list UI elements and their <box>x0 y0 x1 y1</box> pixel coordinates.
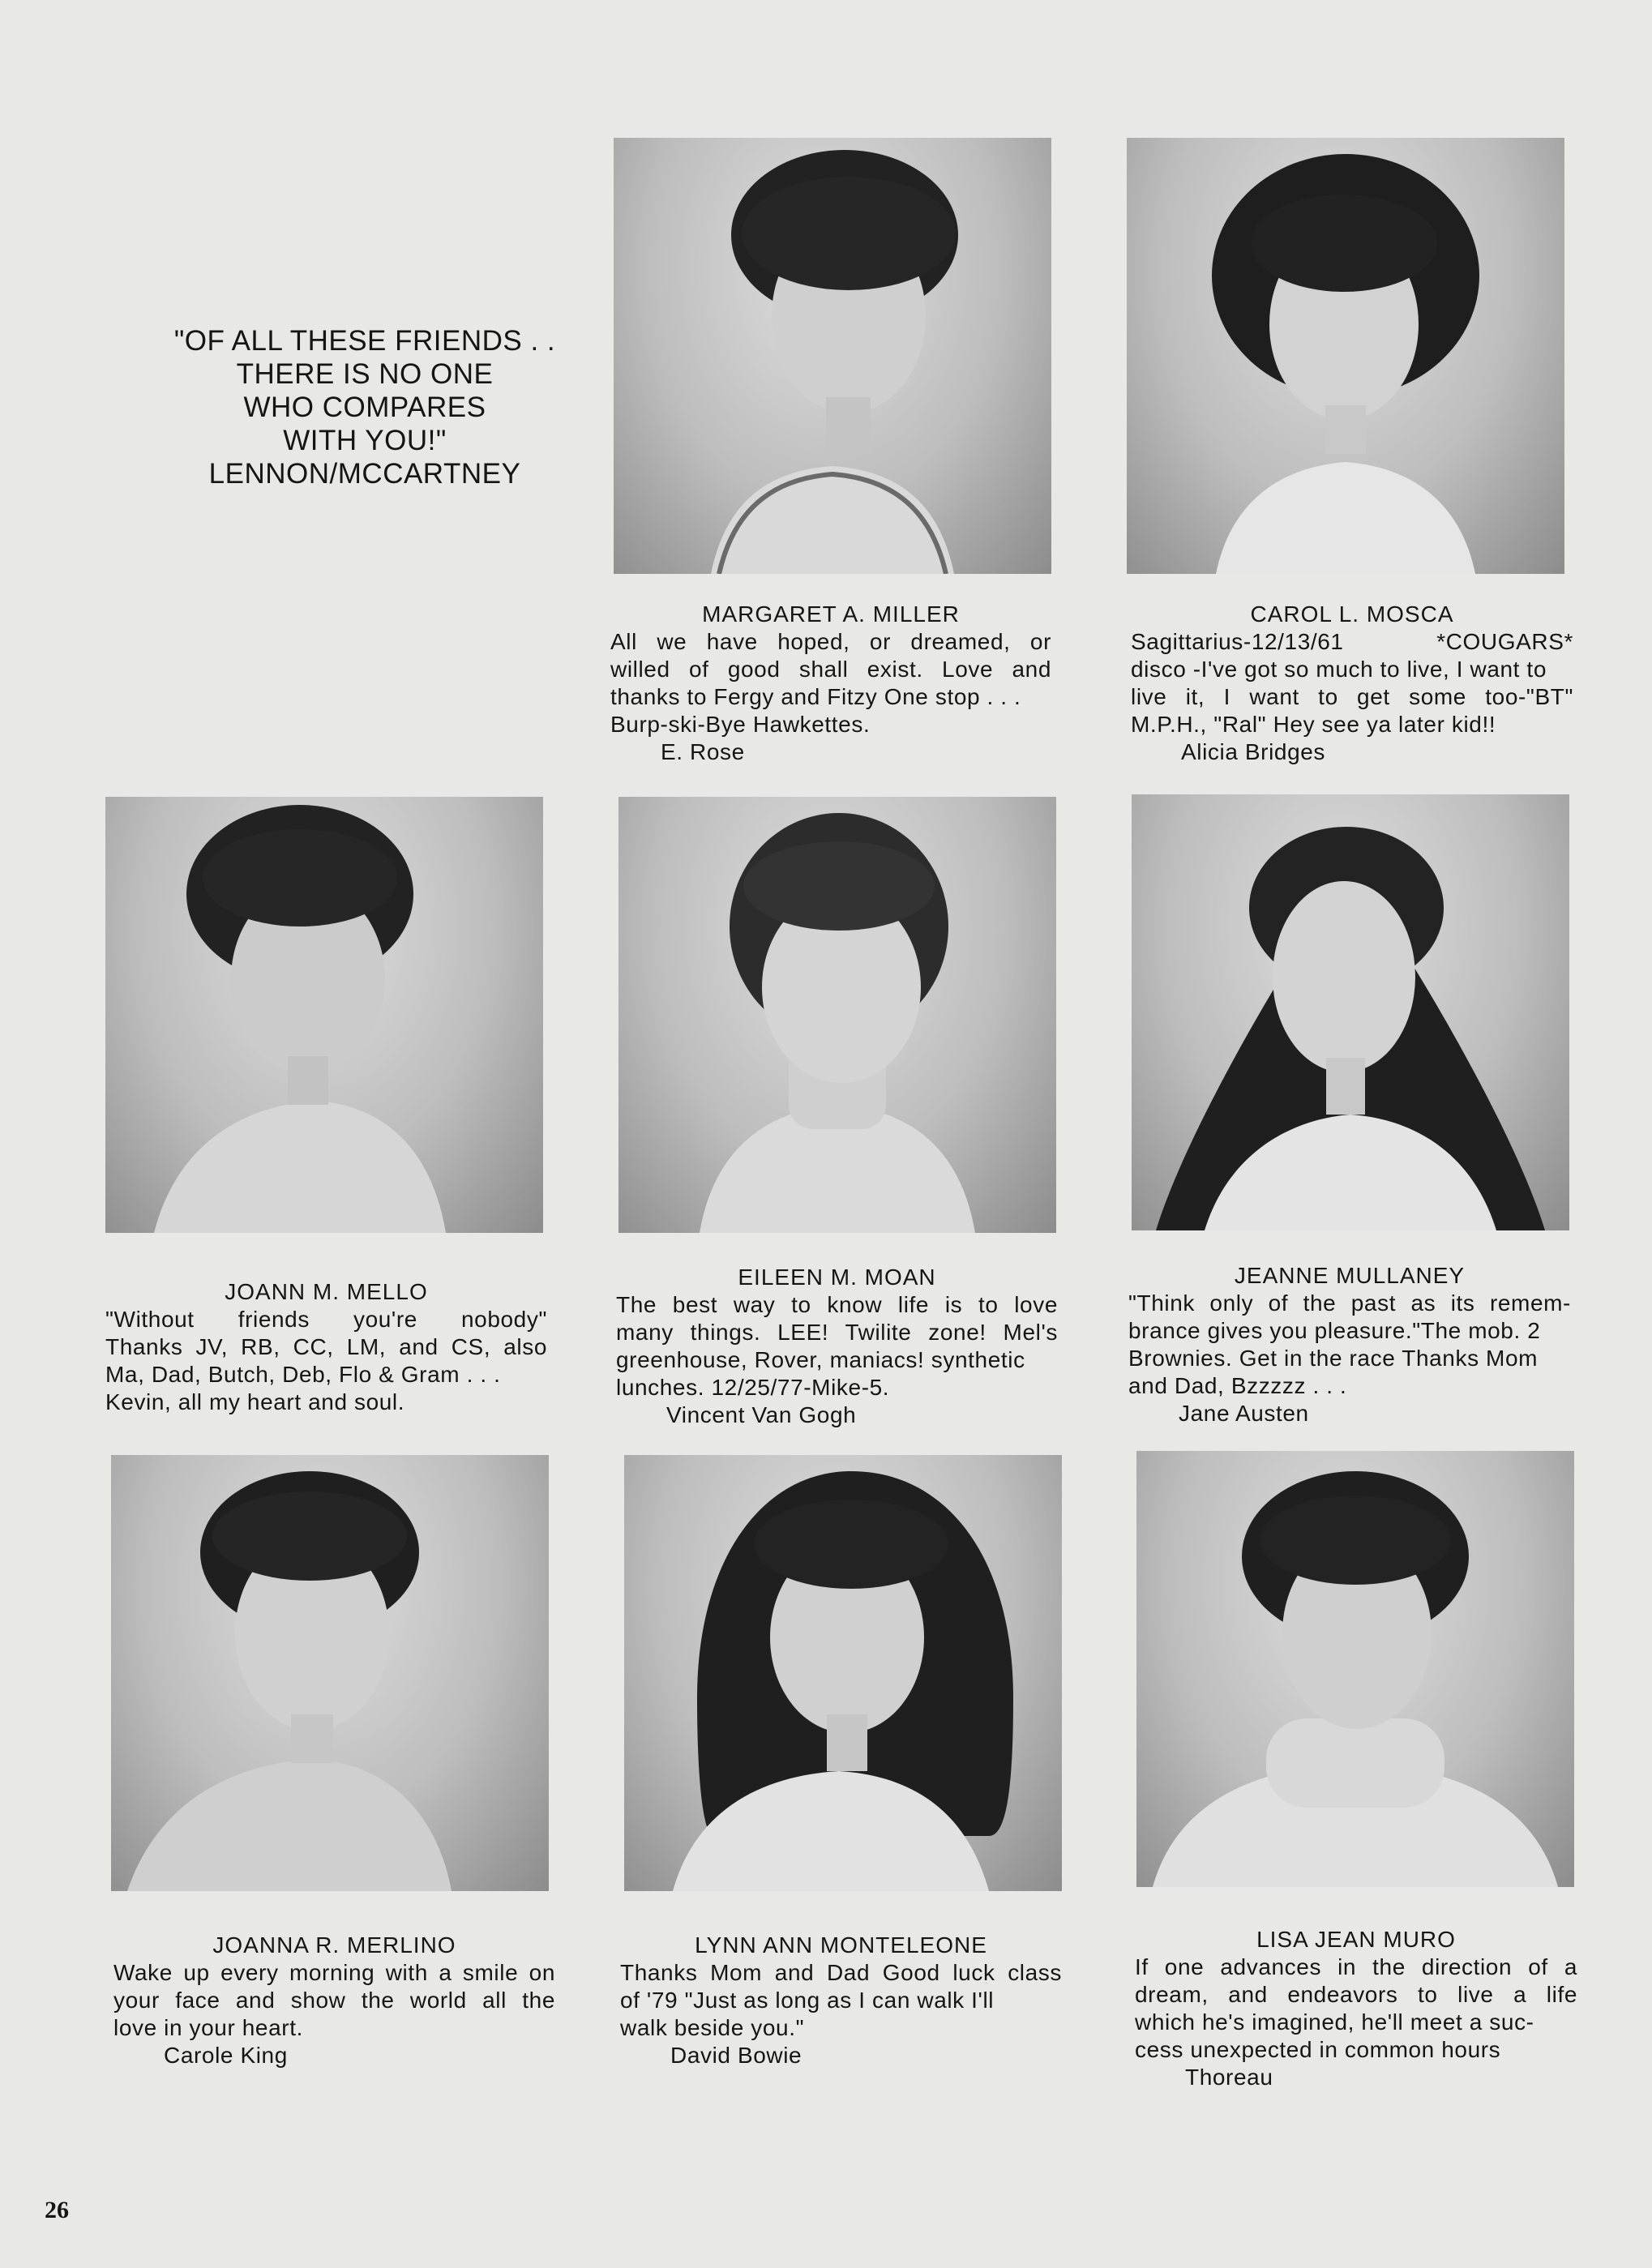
portrait-image <box>1127 138 1564 574</box>
senior-quote-line: All we have hoped, or dreamed, or <box>610 629 1051 654</box>
portrait-image <box>105 797 543 1233</box>
senior-name: LYNN ANN MONTELEONE <box>695 1932 987 1958</box>
senior-caption <box>610 601 1051 766</box>
senior-quote-line: If one advances in the direction of a <box>1135 1954 1577 1979</box>
senior-quote-line: disco -I've got so much to live, I want to <box>1131 657 1547 682</box>
senior-signature: Jane Austen <box>1179 1401 1309 1426</box>
senior-signature: David Bowie <box>670 2043 802 2068</box>
senior-quote-line: many things. LEE! Twilite zone! Mel's <box>616 1320 1058 1345</box>
portrait-image <box>111 1455 549 1891</box>
senior-name: EILEEN M. MOAN <box>738 1265 936 1290</box>
senior-quote-line: "Without friends you're nobody" <box>105 1307 547 1332</box>
quote-line: WITH YOU!" <box>283 425 447 456</box>
portrait-photo <box>1136 1451 1574 1887</box>
senior-caption <box>105 1278 547 1416</box>
senior-caption <box>1131 601 1573 766</box>
portrait-image <box>618 797 1056 1233</box>
portrait-photo <box>618 797 1056 1233</box>
quote-line: WHO COMPARES <box>243 392 486 423</box>
page-number: 26 <box>45 2197 69 2223</box>
senior-name: JOANN M. MELLO <box>225 1279 428 1304</box>
quote-line: "OF ALL THESE FRIENDS . . <box>173 325 556 357</box>
senior-quote-line: dream, and endeavors to live a life <box>1135 1982 1577 2007</box>
senior-signature: Carole King <box>164 2043 288 2068</box>
quote-line: THERE IS NO ONE <box>236 358 494 390</box>
senior-caption <box>1128 1262 1571 1427</box>
senior-quote-line: lunches. 12/25/77-Mike-5. <box>616 1375 890 1400</box>
senior-quote-line: Ma, Dad, Butch, Deb, Flo & Gram . . . <box>105 1362 501 1387</box>
senior-caption <box>113 1932 555 2069</box>
senior-quote-line: which he's imagined, he'll meet a suc- <box>1135 2009 1534 2035</box>
senior-quote-line: brance gives you pleasure."The mob. 2 <box>1128 1318 1541 1343</box>
portrait-image <box>1136 1451 1574 1887</box>
senior-caption <box>616 1264 1058 1429</box>
senior-caption <box>1135 1926 1577 2091</box>
senior-quote-line: willed of good shall exist. Love and <box>610 657 1051 682</box>
senior-quote-line: cess unexpected in common hours <box>1135 2037 1501 2062</box>
senior-quote-line: greenhouse, Rover, maniacs! synthetic <box>616 1347 1025 1372</box>
senior-quote-line: The best way to know life is to love <box>616 1292 1058 1317</box>
senior-quote-line: Brownies. Get in the race Thanks Mom <box>1128 1346 1539 1371</box>
senior-quote-line: Thanks JV, RB, CC, LM, and CS, also <box>105 1334 547 1359</box>
portrait-photo <box>614 138 1051 574</box>
senior-quote-line: Thanks Mom and Dad Good luck class <box>620 1960 1062 1985</box>
senior-quote-line: and Dad, Bzzzzz . . . <box>1128 1373 1347 1398</box>
senior-quote-line: of '79 "Just as long as I can walk I'll <box>620 1988 995 2013</box>
senior-caption <box>620 1932 1062 2069</box>
senior-name: JOANNA R. MERLINO <box>212 1932 456 1958</box>
portrait-photo <box>624 1455 1062 1891</box>
senior-quote-line: Wake up every morning with a smile on <box>113 1960 555 1985</box>
portrait-photo <box>1132 794 1569 1230</box>
senior-quote-line: Kevin, all my heart and soul. <box>105 1389 405 1414</box>
portrait-image <box>1132 794 1569 1230</box>
senior-quote-line: love in your heart. <box>113 2015 303 2040</box>
portrait-image <box>624 1455 1062 1891</box>
senior-name: LISA JEAN MURO <box>1256 1927 1456 1952</box>
senior-name: MARGARET A. MILLER <box>702 601 960 627</box>
senior-quote-line: your face and show the world all the <box>113 1988 555 2013</box>
senior-quote-line: thanks to Fergy and Fitzy One stop . . . <box>610 684 1021 709</box>
senior-signature: Vincent Van Gogh <box>666 1402 857 1427</box>
senior-quote-line: Sagittarius-12/13/61 *COUGARS* <box>1131 629 1573 654</box>
senior-quote-line: live it, I want to get some too-"BT" <box>1131 684 1573 709</box>
senior-signature: E. Rose <box>661 739 745 764</box>
senior-quote-line: walk beside you." <box>620 2015 805 2040</box>
senior-quote-line: "Think only of the past as its remem- <box>1128 1290 1571 1316</box>
senior-name: JEANNE MULLANEY <box>1234 1263 1466 1288</box>
portrait-photo <box>1127 138 1564 574</box>
lyric-quote <box>122 324 608 490</box>
senior-quote-line: M.P.H., "Ral" Hey see ya later kid!! <box>1131 712 1496 737</box>
senior-signature: Alicia Bridges <box>1181 739 1326 764</box>
portrait-photo <box>105 797 543 1233</box>
portrait-image <box>614 138 1051 574</box>
quote-attribution: LENNON/MCCARTNEY <box>208 458 521 490</box>
senior-quote-line: Burp-ski-Bye Hawkettes. <box>610 712 871 737</box>
senior-signature: Thoreau <box>1185 2065 1273 2090</box>
senior-name: CAROL L. MOSCA <box>1250 601 1454 627</box>
portrait-photo <box>111 1455 549 1891</box>
